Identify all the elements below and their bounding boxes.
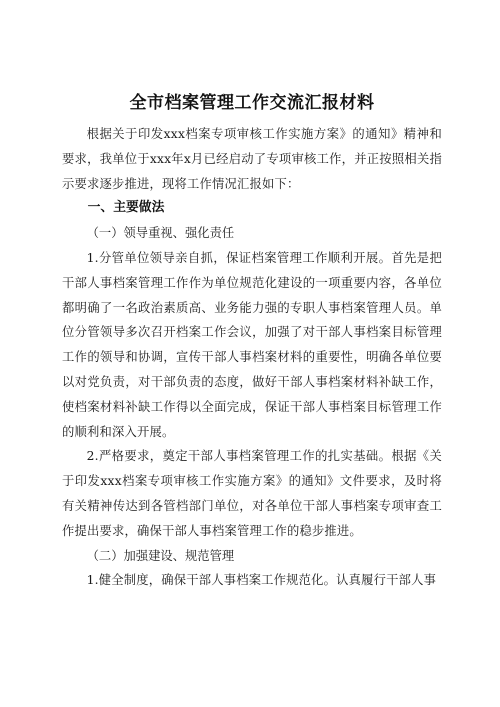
- intro-paragraph: 根据关于印发xxx档案专项审核工作实施方案》的通知》精神和要求，我单位于xxx年x月已经启动了专项审核工作，并正按照相关指示要求逐步推进，现将工作情况汇报如下：: [62, 127, 442, 191]
- paragraph-leadership-1: 1.分管单位领导亲自抓，保证档案管理工作顺利开展。首先是把干部人事档案管理工作作为单位规范化建设的一项重要内容，各单位都明确了一名政治素质高、业务能力强的专职人事档案管理人员。单位分管领导多次召开档案工作会议，加强了对干部人事档案目标管理工作的领导和协调，宣传干部人事档案材料的重要性，明确各单位要以对党负责，对干部负责的态度，做好干部人事档案材料补缺工作，使档案材料补缺工作得以全面完成，保证干部人事档案目标管理工作的顺利和深入开展。: [62, 250, 442, 439]
- document-title: 全市档案管理工作交流汇报材料: [129, 93, 375, 113]
- subsection-heading-construction: （二）加强建设、规范管理: [86, 548, 235, 563]
- subsection-heading-leadership: （一）领导重视、强化责任: [86, 226, 235, 241]
- document-body: [62, 92, 442, 593]
- paragraph-construction-1: 1.健全制度，确保干部人事档案工作规范化。认真履行干部人事: [86, 573, 437, 588]
- paragraph-leadership-2: 2.严格要求，奠定干部人事档案管理工作的扎实基础。根据《关于印发xxx档案专项审核工作实施方案》的通知》文件要求，及时将有关精神传达到各管档部门单位，对各单位干部人事档案专项审查工作提出要求，确保干部人事档案管理工作的稳步推进。: [62, 449, 442, 538]
- section-heading-main-practices: 一、主要做法: [87, 200, 165, 216]
